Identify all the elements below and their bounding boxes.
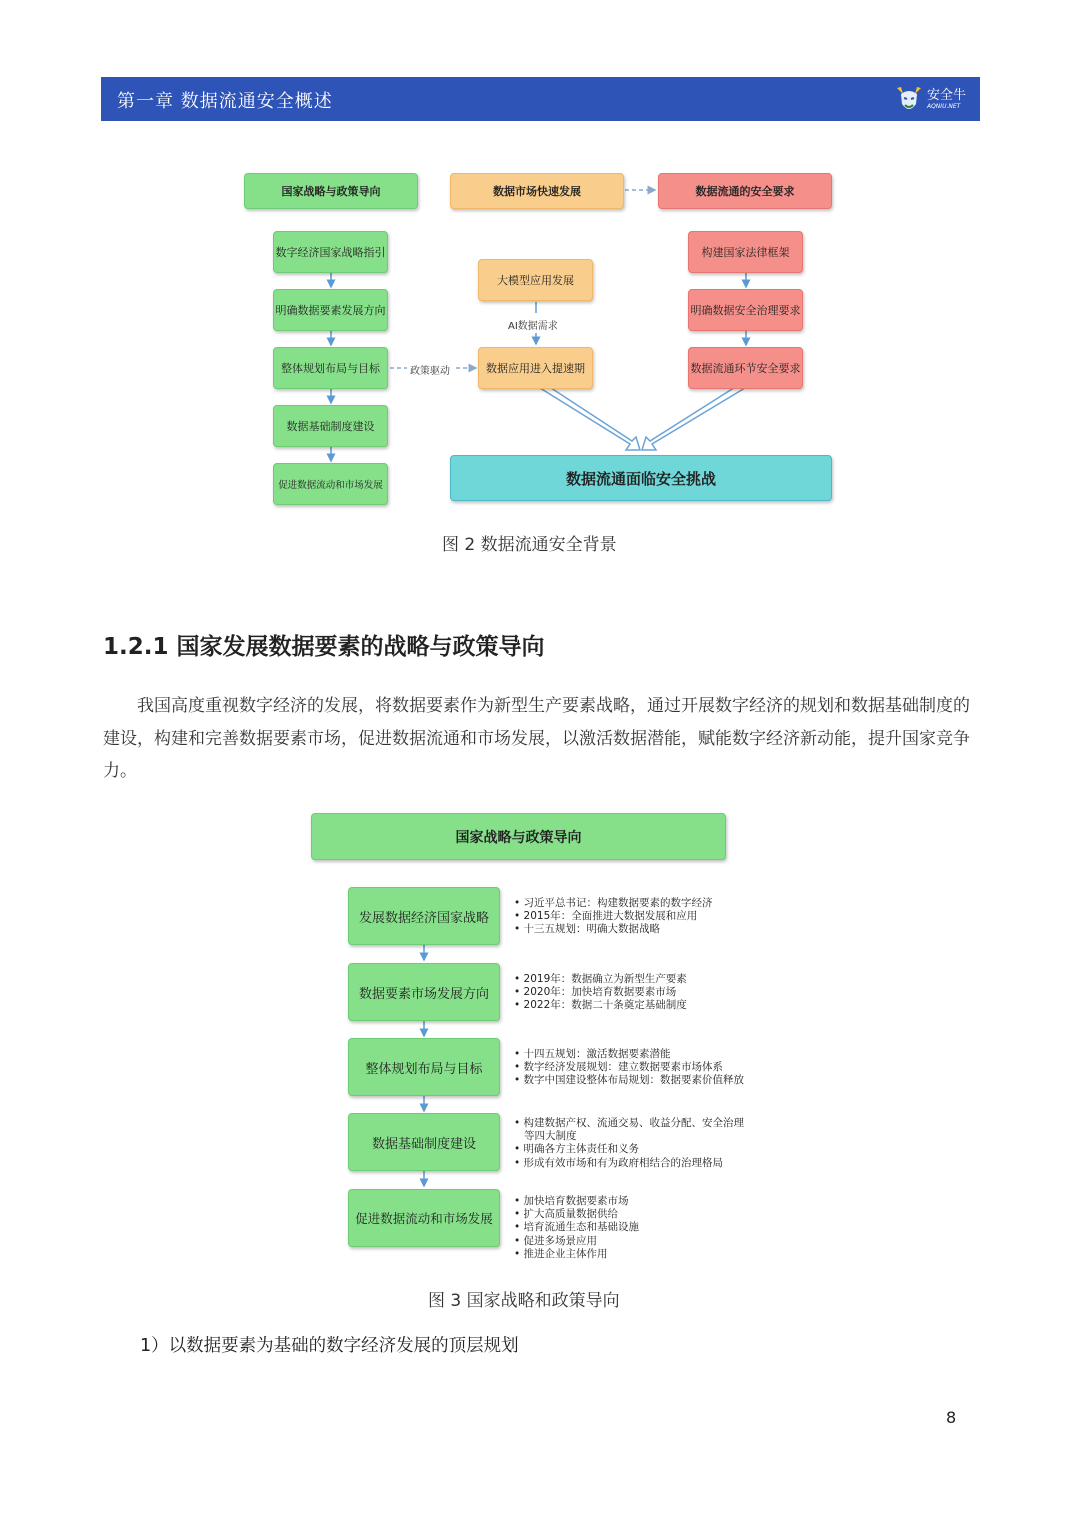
fig3-row-label: 发展数据经济国家战略: [348, 887, 500, 945]
bullet-item: • 明确各方主体责任和义务: [514, 1143, 640, 1156]
fig3-bullets-1: [514, 973, 687, 1013]
fig2-col2-top: 大模型应用发展: [478, 259, 593, 301]
section-title: 1.2.1 国家发展数据要素的战略与政策导向: [103, 634, 545, 660]
bullet-item: • 促进多场景应用: [514, 1234, 598, 1247]
bullet-item: • 形成有效市场和有为政府相结合的治理格局: [514, 1156, 724, 1169]
fig2-bottom-challenge: 数据流通面临安全挑战: [450, 455, 832, 501]
chapter-title: 第一章 数据流通安全概述: [117, 91, 333, 112]
subsection-heading: 1）以数据要素为基础的数字经济发展的顶层规划: [140, 1336, 519, 1356]
fig2-col3-item: 构建国家法律框架: [688, 231, 803, 273]
fig2-col1-item: 数字经济国家战略指引: [273, 231, 388, 273]
fig3-caption: 图 3 国家战略和政策导向: [428, 1291, 620, 1311]
fig2-col2-header: 数据市场快速发展: [450, 173, 624, 209]
bullet-item: • 2015年：全面推进大数据发展和应用: [514, 910, 698, 923]
fig3-bullets-0: [514, 897, 713, 937]
page-number: 8: [946, 1408, 957, 1427]
fig2-col1-header: 国家战略与政策导向: [244, 173, 418, 209]
fig3-bullets-3: [514, 1117, 744, 1170]
bullet-item: • 十三五规划：明确大数据战略: [514, 923, 661, 936]
fig3-row-label: 数据基础制度建设: [348, 1113, 500, 1171]
fig3-row-label: 促进数据流动和市场发展: [348, 1189, 500, 1247]
section-paragraph: 我国高度重视数字经济的发展，将数据要素作为新型生产要素战略，通过开展数字经济的规划和数据基础制度的建设，构建和完善数据要素市场，促进数据流通和市场发展，以激活数据潜能，赋能数字经济新动能，提升国家竞争力。: [103, 696, 970, 781]
fig2-converge-arrow-right: [642, 384, 745, 450]
fig2-col1-item: 数据基础制度建设: [273, 405, 388, 447]
bullet-item: • 扩大高质量数据供给: [514, 1208, 619, 1221]
fig3-bullets-4: [514, 1195, 639, 1261]
fig2-col2-bottom: 数据应用进入提速期: [478, 347, 593, 389]
fig2-col1-item: 促进数据流动和市场发展: [273, 463, 388, 505]
fig2-policy-drive-label: 政策驱动: [410, 366, 450, 377]
fig2-col3-item: 明确数据安全治理要求: [688, 289, 803, 331]
bullet-item: • 数字中国建设整体布局规划：数据要素价值释放: [514, 1074, 745, 1087]
fig3-bullets-2: [514, 1048, 744, 1088]
fig3-row-label: 数据要素市场发展方向: [348, 963, 500, 1021]
bullet-item: • 数字经济发展规划：建立数据要素市场体系: [514, 1061, 724, 1074]
fig2-ai-demand-label: AI数据需求: [508, 321, 558, 332]
bullet-item: • 构建数据产权、流通交易、收益分配、安全治理: [514, 1117, 745, 1129]
brand-url: AQNIU.NET: [926, 102, 961, 110]
fig3-row-label: 整体规划布局与目标: [348, 1038, 500, 1096]
bullet-item: • 加快培育数据要素市场: [514, 1195, 629, 1207]
bullet-item: • 培育流通生态和基础设施: [514, 1221, 640, 1234]
bullet-item: • 2019年：数据确立为新型生产要素: [514, 973, 687, 985]
bullet-item: • 2022年：数据二十条奠定基础制度: [514, 999, 687, 1012]
fig2-col1-item: 明确数据要素发展方向: [273, 289, 388, 331]
fig2-col3-item: 数据流通环节安全要求: [688, 347, 803, 389]
brand-name: 安全牛: [926, 87, 966, 103]
fig3-header: 国家战略与政策导向: [311, 813, 726, 860]
bullet-item: 等四大制度: [514, 1130, 577, 1143]
bullet-item: • 推进企业主体作用: [514, 1247, 608, 1260]
bullet-item: • 习近平总书记：构建数据要素的数字经济: [514, 897, 713, 909]
bullet-item: • 十四五规划：激活数据要素潜能: [514, 1048, 671, 1060]
fig2-converge-arrow-left: [540, 384, 640, 450]
fig2-col3-header: 数据流通的安全要求: [658, 173, 832, 209]
fig2-col1-item: 整体规划布局与目标: [273, 347, 388, 389]
bullet-item: • 2020年：加快培育数据要素市场: [514, 986, 677, 999]
fig2-caption: 图 2 数据流通安全背景: [442, 535, 617, 555]
